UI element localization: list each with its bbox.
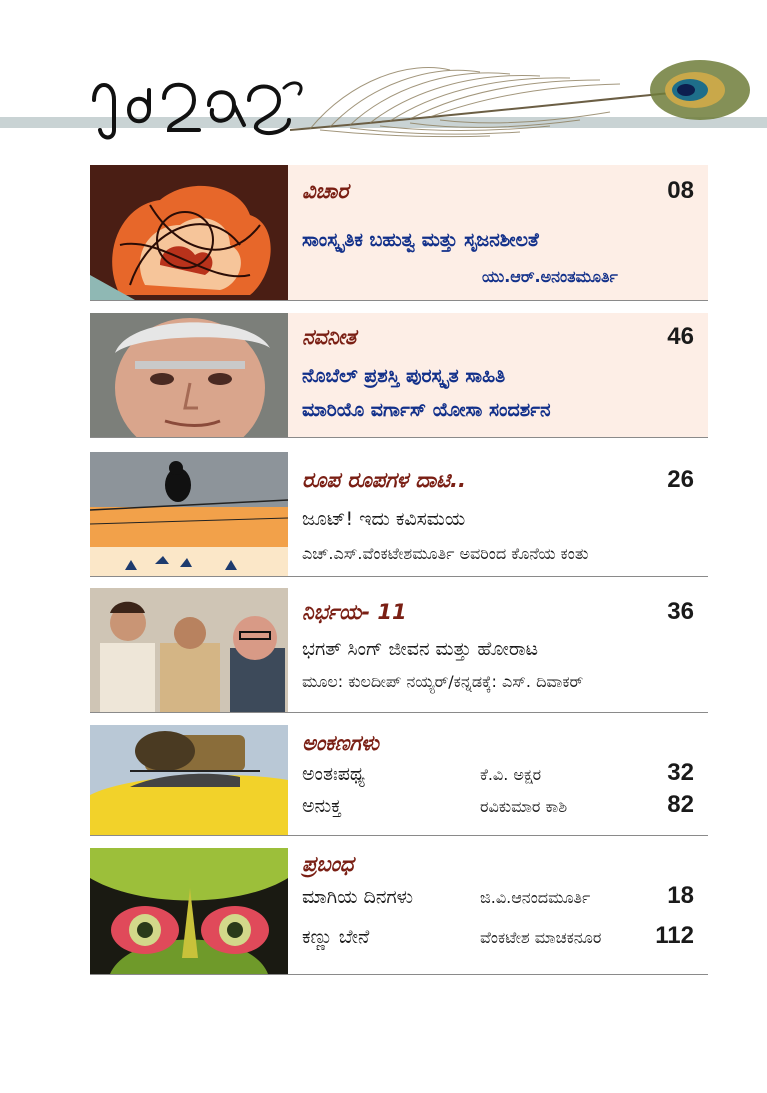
section-title: ಪ್ರಬಂಧ bbox=[302, 852, 354, 876]
page-number: 112 bbox=[655, 922, 694, 949]
thumbnail-people-illustration bbox=[90, 588, 288, 712]
article-author: ಯು.ಆರ್.ಅನಂತಮೂರ್ತಿ bbox=[482, 267, 618, 286]
essay-title: ಕಣ್ಣು ಬೇನೆ bbox=[302, 926, 370, 948]
thumbnail-eyes-illustration bbox=[90, 848, 288, 974]
page-number: 18 bbox=[667, 882, 694, 909]
column-title: ಅನುಕ್ತ bbox=[302, 795, 342, 817]
section-title: ನಿರ್ಭಯ- 11 bbox=[302, 600, 407, 624]
toc-entry-nirbhaya[interactable] bbox=[90, 588, 708, 713]
page-number: 08 bbox=[667, 177, 694, 204]
article-title: ಜೂಟ್! ಇದು ಕವಿಸಮಯ bbox=[302, 508, 466, 530]
article-title: ಭಗತ್ ಸಿಂಗ್ ಜೀವನ ಮತ್ತು ಹೋರಾಟ bbox=[302, 638, 539, 660]
thumbnail-taxi-photo bbox=[90, 725, 288, 835]
toc-entry-ankanagalu[interactable] bbox=[90, 725, 708, 836]
toc-entry-vichara[interactable] bbox=[90, 165, 708, 301]
toc-entry-navaneeta[interactable] bbox=[90, 313, 708, 438]
essay-title: ಮಾಗಿಯ ದಿನಗಳು bbox=[302, 886, 414, 908]
section-title: ವಿಚಾರ bbox=[302, 179, 349, 203]
section-title: ರೂಪ ರೂಪಗಳ ದಾಟಿ.. bbox=[302, 468, 466, 492]
page-number: 26 bbox=[667, 466, 694, 493]
magazine-title-logo bbox=[84, 70, 314, 142]
section-title: ಅಂಕಣಗಳು bbox=[302, 731, 379, 755]
section-title: ನವನೀತ bbox=[302, 325, 357, 349]
page-number: 36 bbox=[667, 598, 694, 625]
article-title-line-2: ಮಾರಿಯೊ ವರ್ಗಾಸ್ ಯೋಸಾ ಸಂದರ್ಶನ bbox=[302, 399, 551, 421]
thumbnail-portrait bbox=[90, 313, 288, 437]
page-number: 46 bbox=[667, 323, 694, 350]
thumbnail-birds-illustration bbox=[90, 452, 288, 576]
article-subtitle: ಮೂಲ: ಕುಲದೀಪ್ ನಯ್ಯರ್/ಕನ್ನಡಕ್ಕೆ: ಎಸ್. ದಿವಾಕರ್ bbox=[302, 672, 584, 691]
peacock-feather-icon bbox=[290, 50, 760, 140]
essay-author: ವೆಂಕಟೇಶ ಮಾಚಕನೂರ bbox=[480, 928, 602, 947]
article-title-line-1: ನೊಬೆಲ್ ಪ್ರಶಸ್ತಿ ಪುರಸ್ಕೃತ ಸಾಹಿತಿ bbox=[302, 365, 506, 387]
page-number: 32 bbox=[667, 759, 694, 786]
column-author: ರವಿಕುಮಾರ ಕಾಶಿ bbox=[480, 797, 568, 816]
essay-author: ಜಿ.ವಿ.ಆನಂದಮೂರ್ತಿ bbox=[480, 888, 591, 907]
column-title: ಅಂತಃಪಥ್ಯ bbox=[302, 763, 365, 785]
article-subtitle: ಎಚ್.ಎಸ್.ವೆಂಕಟೇಶಮೂರ್ತಿ ಅವರಿಂದ ಕೊನೆಯ ಕಂತು bbox=[302, 544, 589, 563]
toc-entry-prabandha[interactable] bbox=[90, 848, 708, 975]
toc-entry-roopa[interactable] bbox=[90, 452, 708, 577]
page-number: 82 bbox=[667, 791, 694, 818]
page-header bbox=[0, 0, 767, 160]
thumbnail-abstract-art bbox=[90, 165, 288, 300]
column-author: ಕೆ.ವಿ. ಅಕ್ಷರ bbox=[480, 765, 542, 784]
article-title: ಸಾಂಸ್ಕೃತಿಕ ಬಹುತ್ವ ಮತ್ತು ಸೃಜನಶೀಲತೆ bbox=[302, 229, 539, 251]
